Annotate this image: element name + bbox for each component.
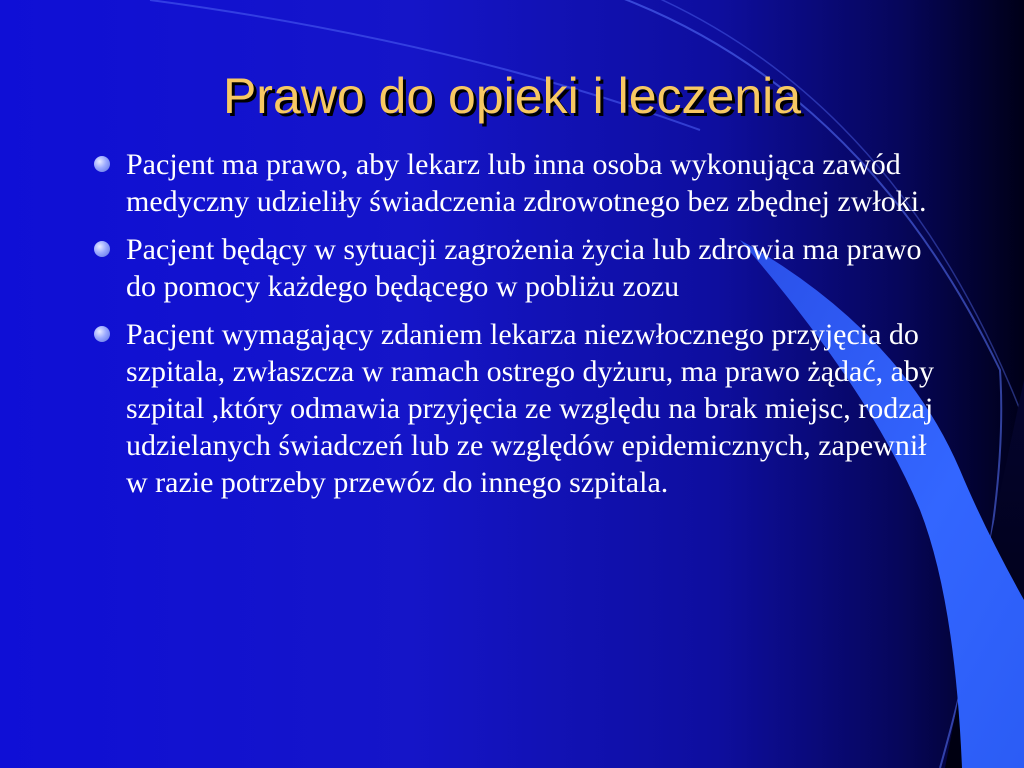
bullet-text: Pacjent ma prawo, aby lekarz lub inna osoba wykonująca zawód medyczny udzieliły świadczenia zdrowotnego bez zbędnej zwłoki. [126, 148, 927, 218]
bullet-dot-icon [94, 156, 110, 172]
bullet-list [94, 146, 934, 512]
bullet-dot-icon [94, 241, 110, 257]
slide-title: Prawo do opieki i leczenia [222, 68, 802, 124]
bullet-text: Pacjent będący w sytuacji zagrożenia życia lub zdrowia ma prawo do pomocy każdego będącego w pobliżu zozu [126, 233, 922, 303]
list-item [94, 146, 934, 220]
list-item [94, 231, 934, 305]
list-item [94, 316, 934, 501]
bullet-dot-icon [94, 326, 110, 342]
bullet-text: Pacjent wymagający zdaniem lekarza niezwłocznego przyjęcia do szpitala, zwłaszcza w ramach ostrego dyżuru, ma prawo żądać, aby szpital ,który odmawia przyjęcia ze względu na brak miejsc, rodzaj udzielanych świadczeń lub ze względów epidemicznych, zapewnił w razie potrzeby przewóz do innego szpitala. [126, 318, 934, 499]
